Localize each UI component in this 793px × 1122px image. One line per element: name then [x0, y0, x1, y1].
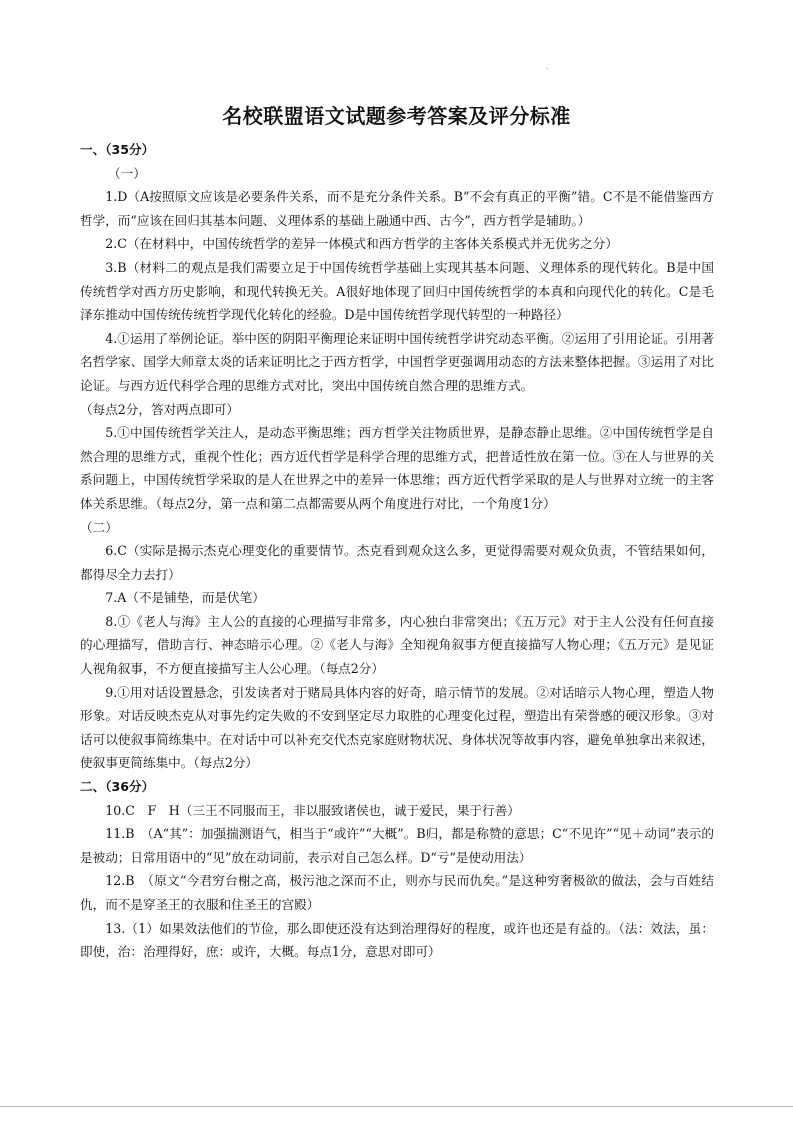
- page-bottom-divider: [0, 1106, 793, 1107]
- answer-q6: 6.C（实际是揭示杰克心理变化的重要情节。杰克看到观众这么多，更觉得需要对观众负责，不管结果如何，都得尽全力去打）: [80, 543, 714, 582]
- answer-q12: 12.B （原文“今君穷台榭之高，极污池之深而不止，则亦与民而仇矣。”是这种穷奢极欲的做法，会与百姓结仇，而不是穿圣王的衣服和住圣王的宫殿）: [80, 873, 714, 912]
- answer-q8: 8.①《老人与海》主人公的直接的心理描写非常多，内心独白非常突出；《五万元》对于主人公没有任何直接的心理描写，借助言行、神态暗示心理。②《老人与海》全知视角叙事方便直接描写人物心理；《五万元》是见证人视角叙事，不方便直接描写主人公心理。（每点2分）: [80, 613, 714, 677]
- answer-q10: 10.C F H（三王不同服而王，非以服致诸侯也，诚于爱民，果于行善）: [105, 802, 520, 818]
- page-dot: .: [546, 62, 549, 71]
- subsection-heading-1: （一）: [108, 165, 146, 181]
- answer-body: [80, 138, 714, 964]
- answer-q7: 7.A（不是铺垫，而是伏笔）: [105, 590, 265, 606]
- answer-q13: 13.（1）如果效法他们的节俭，那么即使还没有达到治理得好的程度，或许也还是有益的。（法：效法，虽：即使，治：治理得好，庶：或许，大概。每点1分，意思对即可）: [80, 920, 714, 960]
- answer-q2: 2.C（在材料中，中国传统哲学的差异一体模式和西方哲学的主客体关系模式并无优劣之分）: [105, 236, 618, 252]
- answer-q9: 9.①用对话设置悬念，引发读者对于赌局具体内容的好奇，暗示情节的发展。②对话暗示人物心理，塑造人物形象。对话反映杰克从对事先约定失败的不安到坚定尽力取胜的心理变化过程，塑造出有荣誉感的硬汉形象。③对话可以使叙事简练集中。在对话中可以补充交代杰克家庭财物状况、身体状况等故事内容，避免单独拿出来叙述，使叙事更简练集中。（每点2分）: [80, 684, 714, 771]
- answer-q1: 1.D（A按照原文应该是必要条件关系，而不是充分条件关系。B“不会有真正的平衡”错。C不是不能借鉴西方哲学，而“应该在回归其基本问题、义理体系的基础上融通中西、古今”，西方哲学是辅助。）: [80, 189, 714, 228]
- section-heading-2: 二、（36分）: [80, 779, 155, 795]
- answer-q5: 5.①中国传统哲学关注人，是动态平衡思维；西方哲学关注物质世界，是静态静止思维。②中国传统哲学是自然合理的思维方式，重视个性化；西方近代哲学是科学合理的思维方式，把普适性放在第一位。③在人与世界的关系问题上，中国传统哲学采取的是人在世界之中的差异一体思维；西方近代哲学采取的是人与世界对立统一的主客体关系思维。（每点2分，第一点和第二点都需要从两个角度进行对比，一个角度1分）: [80, 425, 714, 511]
- answer-q4: 4.①运用了举例论证。举中医的阴阳平衡理论来证明中国传统哲学讲究动态平衡。②运用了引用论证。引用著名哲学家、国学大师章太炎的话来证明比之于西方哲学，中国哲学更强调用动态的方法来整体把握。③运用了对比论证。与西方近代科学合理的思维方式对比，突出中国传统自然合理的思维方式。: [80, 330, 714, 393]
- answer-q3: 3.B（材料二的观点是我们需要立足于中国传统哲学基础上实现其基本问题、义理体系的现代转化。B是中国传统哲学对西方历史影响，和现代转换无关。A很好地体现了回归中国传统哲学的本真和向现代化的转化。C是毛泽东推动中国传统传统哲学现代化转化的经验。D是中国传统哲学现代转型的一种路径）: [80, 259, 714, 323]
- answer-q11: 11.B （A“其”：加强揣测语气，相当于“或许”“大概”。B归，都是称赞的意思；C“不见许”“见＋动词”表示的是被动；日常用语中的“见”放在动词前，表示对自己怎么样。D“亏”是使动用法）: [80, 826, 714, 865]
- page-title: 名校联盟语文试题参考答案及评分标准: [222, 104, 571, 128]
- section-heading-1: 一、（35分）: [80, 142, 155, 157]
- subsection-heading-2: （二）: [80, 519, 118, 535]
- answer-q4-note: （每点2分，答对两点即可）: [80, 401, 240, 417]
